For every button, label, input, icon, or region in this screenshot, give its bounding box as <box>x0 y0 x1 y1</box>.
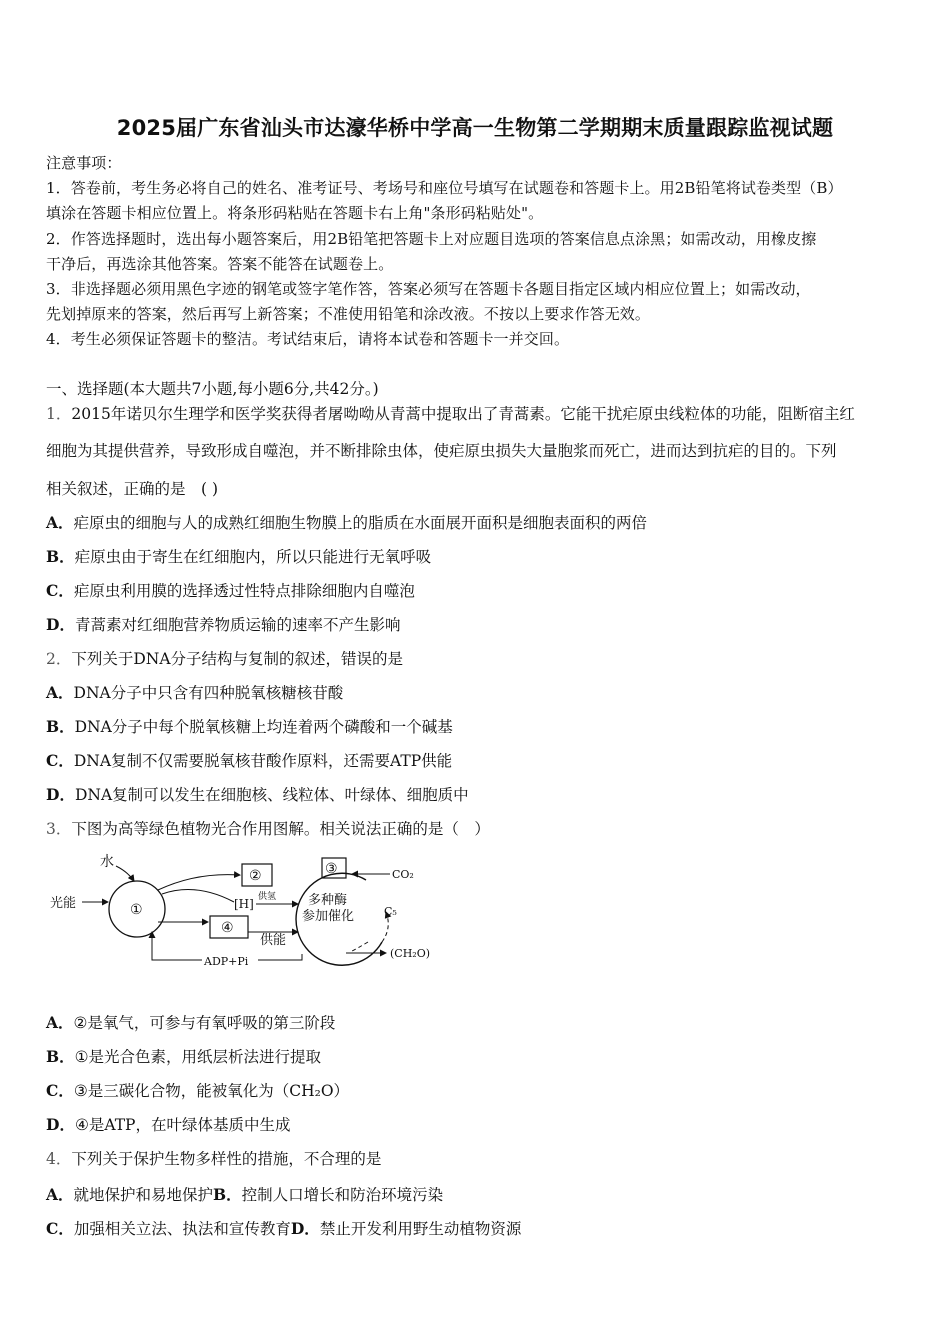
oxygen-arrow <box>158 875 240 890</box>
option-text: 加强相关立法、执法和宣传教育 <box>73 1220 291 1238</box>
question-number: 3． <box>46 820 72 838</box>
option-label: C． <box>46 1081 74 1100</box>
option-label: D． <box>46 615 75 634</box>
question-4 <box>46 1147 381 1169</box>
supply-e-label: 供能 <box>260 933 287 948</box>
co2-label: CO₂ <box>392 868 414 881</box>
option-b[interactable] <box>213 1186 443 1204</box>
label-1: ① <box>130 902 143 918</box>
option-c[interactable] <box>46 749 452 771</box>
ch2o-dashed <box>350 942 368 952</box>
notice-line: 3．非选择题必须用黑色字迹的钢笔或签字笔作答，答案必须写在答题卡各题目指定区域内相应位置上；如需改动， <box>46 280 811 298</box>
h-arrow <box>162 890 234 903</box>
question-2 <box>46 647 403 669</box>
option-text: 禁止开发利用野生动植物资源 <box>319 1220 522 1238</box>
adp-label: ADP+Pi <box>204 955 249 968</box>
option-label: B． <box>213 1185 242 1204</box>
question-3 <box>46 817 490 839</box>
option-c[interactable] <box>46 1220 291 1238</box>
option-text: 控制人口增长和防治环境污染 <box>241 1186 444 1204</box>
question-text: 相关叙述，正确的是 ( ) <box>46 480 219 498</box>
option-label: A． <box>46 513 74 532</box>
question-1 <box>46 402 855 424</box>
notice-line: 先划掉原来的答案，然后再写上新答案；不准使用铅笔和涂改液。不按以上要求作答无效。 <box>46 305 651 323</box>
water-arrow <box>116 866 134 881</box>
question-text: 2015年诺贝尔生理学和医学奖获得者屠呦呦从青蒿中提取出了青蒿素。它能干扰疟原虫线粒体的功能，阻断宿主红 <box>71 405 855 423</box>
page-title: 2025届广东省汕头市达濠华桥中学高一生物第二学期期末质量跟踪监视试题 <box>116 116 834 140</box>
notice-line: 干净后，再选涂其他答案。答案不能答在试题卷上。 <box>46 255 394 273</box>
option-label: B． <box>46 1047 75 1066</box>
option-text: 就地保护和易地保护 <box>73 1186 214 1204</box>
option-c[interactable] <box>46 1079 349 1101</box>
option-d[interactable] <box>46 1113 290 1135</box>
option-text: DNA分子中只含有四种脱氧核糖核苷酸 <box>73 684 344 702</box>
option-label: D． <box>46 1115 75 1134</box>
option-label: D． <box>290 1219 320 1238</box>
option-text: ②是氧气，可参与有氧呼吸的第三阶段 <box>73 1014 336 1032</box>
option-row-ab <box>46 1183 443 1205</box>
option-label: A． <box>46 1013 74 1032</box>
option-d[interactable] <box>291 1220 521 1238</box>
h-label: [H] <box>234 897 254 911</box>
notice-line: 填涂在答题卡相应位置上。将条形码粘贴在答题卡右上角"条形码粘贴处"。 <box>46 204 544 222</box>
question-number: 2． <box>46 650 72 668</box>
notice-heading: 注意事项： <box>46 154 122 172</box>
option-label: A． <box>46 683 74 702</box>
option-label: C． <box>46 1219 74 1238</box>
option-text: 疟原虫的细胞与人的成熟红细胞生物膜上的脂质在水面展开面积是细胞表面积的两倍 <box>73 514 648 532</box>
option-label: D． <box>46 785 75 804</box>
option-b[interactable] <box>46 715 453 737</box>
question-number: 4． <box>46 1150 72 1168</box>
option-d[interactable] <box>46 613 400 635</box>
option-text: DNA复制不仅需要脱氧核苷酸作原料，还需要ATP供能 <box>73 752 453 770</box>
question-text: 下图为高等绿色植物光合作用图解。相关说法正确的是（ ） <box>71 820 490 838</box>
option-a[interactable] <box>46 681 343 703</box>
photosynthesis-diagram <box>46 852 446 972</box>
option-b[interactable] <box>46 1045 321 1067</box>
water-label: 水 <box>100 854 114 870</box>
option-a[interactable] <box>46 1011 335 1033</box>
question-text: 下列关于保护生物多样性的措施，不合理的是 <box>71 1150 382 1168</box>
option-text: 青蒿素对红细胞营养物质运输的速率不产生影响 <box>74 616 401 634</box>
light-label: 光能 <box>50 896 77 911</box>
notice-line: 4．考生必须保证答题卡的整洁。考试结束后，请将本试卷和答题卡一并交回。 <box>46 330 570 348</box>
option-text: ①是光合色素，用纸层析法进行提取 <box>74 1048 322 1066</box>
question-number: 1． <box>46 405 72 423</box>
label-3: ③ <box>325 861 338 877</box>
notice-line: 1．答卷前，考生务必将自己的姓名、准考证号、考场号和座位号填写在试题卷和答题卡上。用2B铅笔将试卷类型（B） <box>46 179 843 197</box>
option-text: DNA复制可以发生在细胞核、线粒体、叶绿体、细胞质中 <box>74 786 469 804</box>
question-text: 细胞为其提供营养，导致形成自噬泡，并不断排除虫体，使疟原虫损失大量胞浆而死亡，进而达到抗疟的目的。下列 <box>46 442 837 460</box>
option-text: 疟原虫利用膜的选择透过性特点排除细胞内自噬泡 <box>73 582 415 600</box>
option-text: DNA分子中每个脱氧核糖上均连着两个磷酸和一个碱基 <box>74 718 453 736</box>
option-label: B． <box>46 717 75 736</box>
option-label: B． <box>46 547 75 566</box>
option-label: C． <box>46 751 74 770</box>
option-label: C． <box>46 581 74 600</box>
option-a[interactable] <box>46 511 647 533</box>
label-2: ② <box>249 868 262 884</box>
option-row-cd <box>46 1217 521 1239</box>
question-text: 下列关于DNA分子结构与复制的叙述，错误的是 <box>71 650 404 668</box>
option-text: ④是ATP，在叶绿体基质中生成 <box>74 1116 291 1134</box>
label-4: ④ <box>221 920 234 936</box>
option-label: A． <box>46 1185 74 1204</box>
supply-h-label: 供氢 <box>258 892 277 902</box>
enzyme-label-2: 参加催化 <box>302 909 355 924</box>
option-a[interactable] <box>46 1186 213 1204</box>
option-c[interactable] <box>46 579 415 601</box>
option-d[interactable] <box>46 783 469 805</box>
c5-label: C₅ <box>384 905 397 918</box>
notice-line: 2．作答选择题时，选出每小题答案后，用2B铅笔把答题卡上对应题目选项的答案信息点涂黑；如需改动，用橡皮擦 <box>46 230 817 248</box>
option-text: 疟原虫由于寄生在红细胞内，所以只能进行无氧呼吸 <box>74 548 432 566</box>
option-text: ③是三碳化合物，能被氧化为（CH₂O） <box>73 1082 350 1100</box>
option-b[interactable] <box>46 545 431 567</box>
section-heading: 一、选择题(本大题共7小题,每小题6分,共42分。) <box>46 380 379 398</box>
enzyme-label-1: 多种酶 <box>308 893 348 908</box>
ch2o-label: (CH₂O) <box>390 947 431 960</box>
